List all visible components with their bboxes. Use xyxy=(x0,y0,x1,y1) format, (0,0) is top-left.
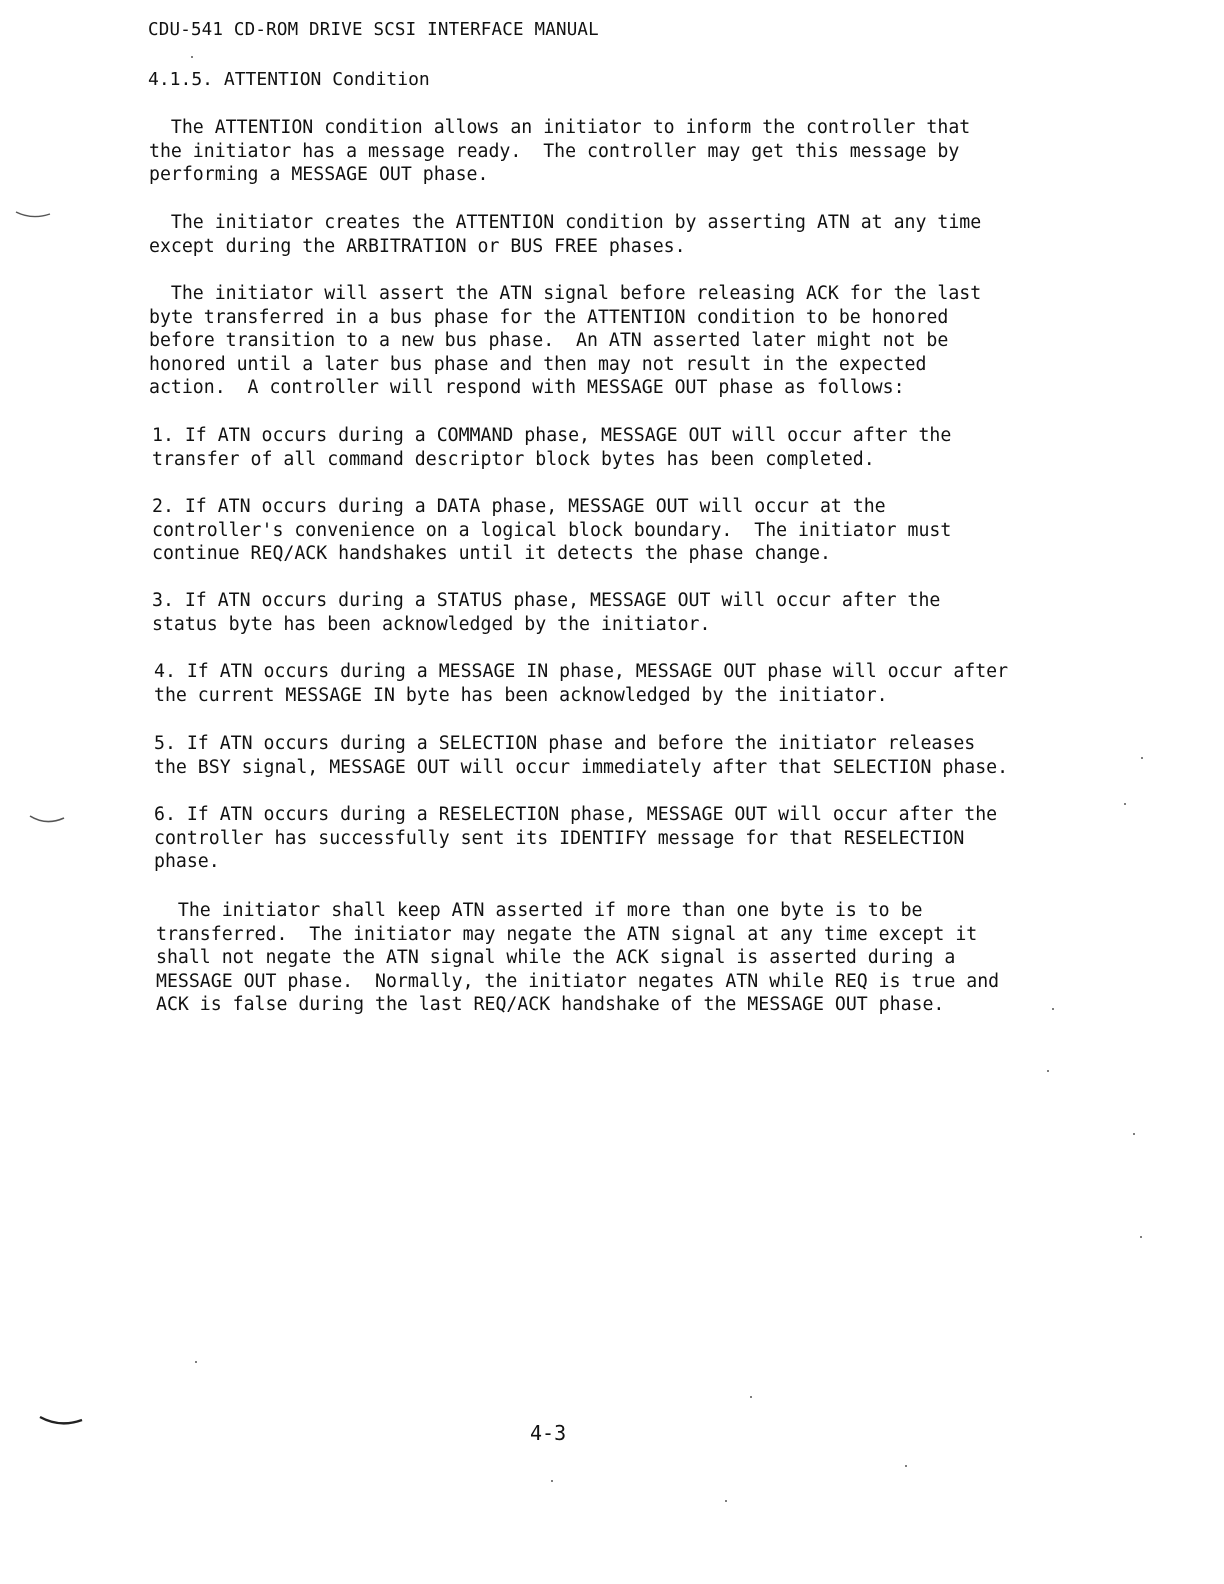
paragraph-attention-intro: The ATTENTION condition allows an initiator to inform the controller that the initiator has a message ready. The controller may get this message by performing a MESSAGE OUT phase. xyxy=(149,117,971,186)
list-item-message-in-phase: 4. If ATN occurs during a MESSAGE IN phase, MESSAGE OUT phase will occur after the current MESSAGE IN byte has been acknowledged by the initiator. xyxy=(154,661,1009,706)
scan-mark xyxy=(14,208,54,222)
section-heading: 4.1.5. ATTENTION Condition xyxy=(148,69,430,90)
list-item-status-phase: 3. If ATN occurs during a STATUS phase, MESSAGE OUT will occur after the status byte has been acknowledged by the initiator. xyxy=(152,590,941,635)
scan-speck xyxy=(1052,1008,1054,1010)
list-item-data-phase: 2. If ATN occurs during a DATA phase, MESSAGE OUT will occur at the controller's convenience on a logical block boundary. The initiator must continue REQ/ACK handshakes until it detects the phase change. xyxy=(152,496,952,565)
list-item-reselection-phase: 6. If ATN occurs during a RESELECTION phase, MESSAGE OUT will occur after the controller has successfully sent its IDENTIFY message for that RESELECTION phase. xyxy=(154,804,998,873)
paragraph-attention-timing: The initiator will assert the ATN signal before releasing ACK for the last byte transferred in a bus phase for the ATTENTION condition to be honored before transition to a new bus phase. An ATN asserted later might not be honored until a later bus phase and then may not result in the expected action. A controller will respond with MESSAGE OUT phase as follows: xyxy=(149,283,982,399)
paragraph-attention-creation: The initiator creates the ATTENTION condition by asserting ATN at any time except during the ARBITRATION or BUS FREE phases. xyxy=(149,212,982,257)
scan-speck xyxy=(1047,1070,1049,1072)
scan-mark xyxy=(38,1414,84,1430)
scan-speck xyxy=(1141,757,1143,759)
scan-speck xyxy=(1140,1236,1142,1238)
scan-speck xyxy=(905,1465,907,1467)
page-number: 4-3 xyxy=(530,1421,567,1445)
list-item-selection-phase: 5. If ATN occurs during a SELECTION phase and before the initiator releases the BSY signal, MESSAGE OUT will occur immediately after that SELECTION phase. xyxy=(154,733,1009,778)
scan-speck xyxy=(1124,803,1126,805)
scan-speck xyxy=(191,56,193,58)
list-item-command-phase: 1. If ATN occurs during a COMMAND phase, MESSAGE OUT will occur after the transfer of all command descriptor block bytes has been completed. xyxy=(152,425,952,470)
paragraph-atn-negation: The initiator shall keep ATN asserted if more than one byte is to be transferred. The initiator may negate the ATN signal at any time except it shall not negate the ATN signal while the ACK signal is asserted during a MESSAGE OUT phase. Normally, the initiator negates ATN while REQ is true and ACK is false during the last REQ/ACK handshake of the MESSAGE OUT phase. xyxy=(156,900,1000,1016)
page-header: CDU-541 CD-ROM DRIVE SCSI INTERFACE MANUAL xyxy=(148,20,599,40)
scan-speck xyxy=(750,1396,752,1398)
scan-speck xyxy=(551,1480,553,1482)
scan-speck xyxy=(1133,1133,1135,1135)
scan-mark xyxy=(28,812,68,828)
scan-speck xyxy=(725,1500,727,1502)
scan-speck xyxy=(195,1361,197,1363)
